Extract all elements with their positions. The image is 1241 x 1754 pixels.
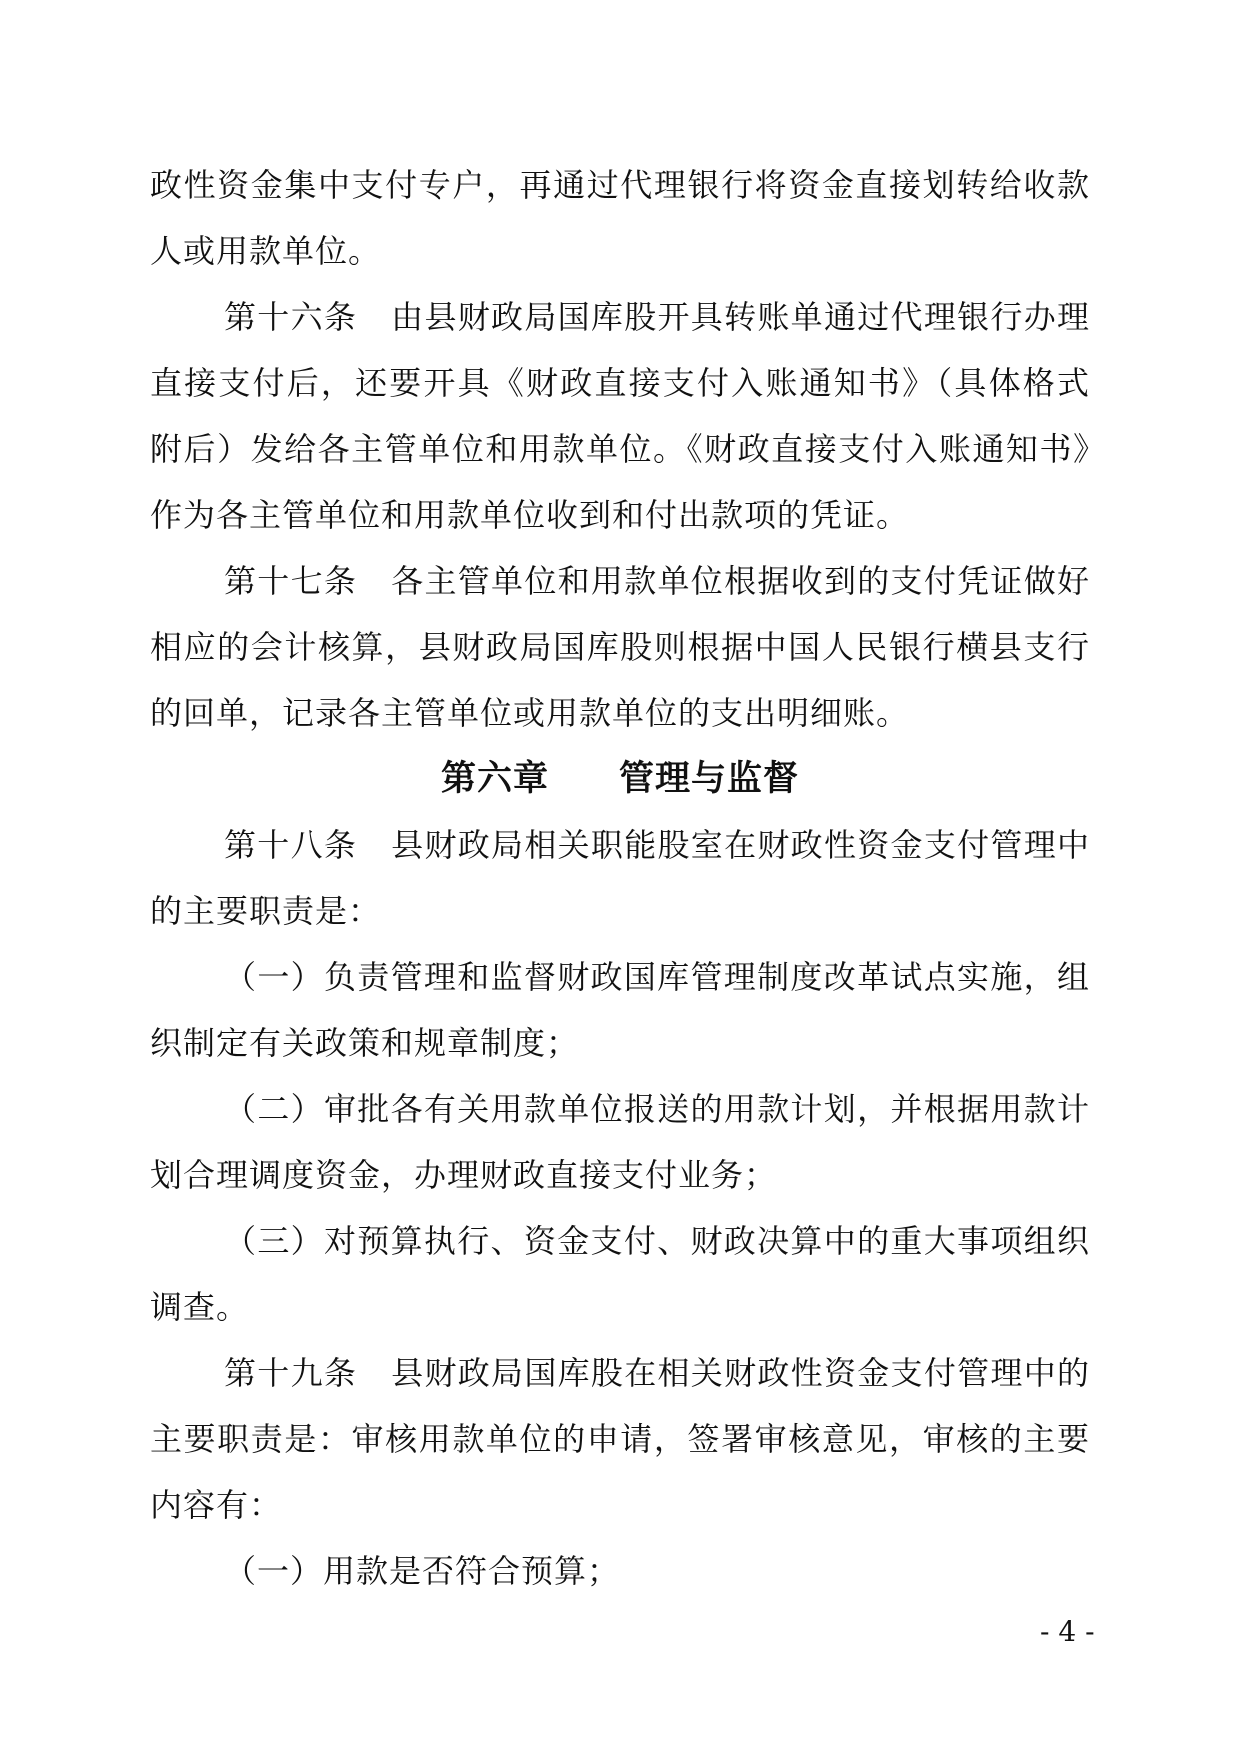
article-19 [150, 1340, 1090, 1538]
paragraph-text: 政性资金集中支付专户，再通过代理银行将资金直接划转给收款人或用款单位。 [150, 166, 1090, 270]
document-body [150, 152, 1090, 1604]
article-text: 县财政局相关职能股室在财政性资金支付管理中的主要职责是： [150, 826, 1090, 930]
article-18-item-3 [150, 1208, 1090, 1340]
paragraph-continuation [150, 152, 1090, 284]
article-label: 第十六条 [224, 298, 358, 336]
article-17 [150, 548, 1090, 746]
list-item-text: （二）审批各有关用款单位报送的用款计划，并根据用款计划合理调度资金，办理财政直接支付业务； [150, 1090, 1090, 1194]
list-item-text: （一）负责管理和监督财政国库管理制度改革试点实施，组织制定有关政策和规章制度； [150, 958, 1090, 1062]
article-text: 由县财政局国库股开具转账单通过代理银行办理直接支付后，还要开具《财政直接支付入账通知书》（具体格式附后）发给各主管单位和用款单位。《财政直接支付入账通知书》作为各主管单位和用款单位收到和付出款项的凭证。 [150, 298, 1090, 534]
article-label: 第十八条 [224, 826, 358, 864]
chapter-number: 第六章 [440, 759, 549, 799]
list-item-text: （一）用款是否符合预算； [224, 1552, 621, 1590]
article-18 [150, 812, 1090, 944]
article-label: 第十九条 [224, 1354, 358, 1392]
article-text: 县财政局国库股在相关财政性资金支付管理中的主要职责是：审核用款单位的申请，签署审核意见，审核的主要内容有： [150, 1354, 1090, 1524]
article-16 [150, 284, 1090, 548]
article-19-item-1 [150, 1538, 1090, 1604]
article-18-item-2 [150, 1076, 1090, 1208]
chapter-title: 管理与监督 [619, 759, 800, 799]
article-18-item-1 [150, 944, 1090, 1076]
article-text: 各主管单位和用款单位根据收到的支付凭证做好相应的会计核算，县财政局国库股则根据中国人民银行横县支行的回单，记录各主管单位或用款单位的支出明细账。 [150, 562, 1090, 732]
chapter-heading [150, 746, 1090, 812]
list-item-text: （三）对预算执行、资金支付、财政决算中的重大事项组织调查。 [150, 1222, 1090, 1326]
article-label: 第十七条 [224, 562, 358, 600]
page-number: - 4 - [1040, 1615, 1095, 1648]
